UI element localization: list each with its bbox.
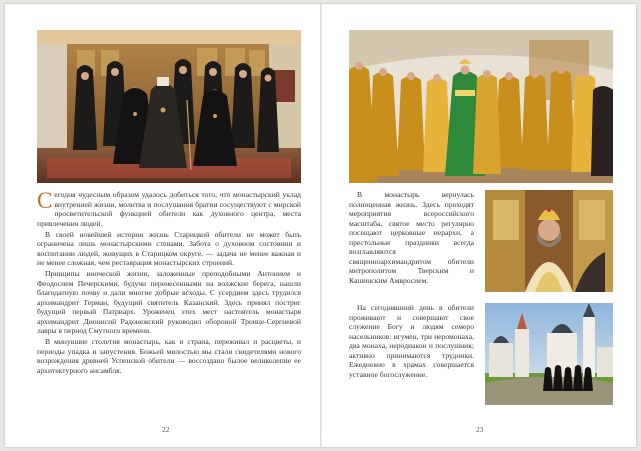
- paragraph: Принципы иноческой жизни, заложенные преподобными Антонием и Феодосием Печерскими, будучи перенесенными на волжские берега, нашли благодатную почву и дали многие добрые всходы. С усердием здесь трудился архимандрит Герман, будущий святитель Казанский. Здесь принял постриг будущий первый Патриарх. Уроженец этих мест настоятель монастыря архимандрит Дионисий Радонежский руководил обороной Троице-Сергиевой лавры в период Смутного времени.: [37, 269, 301, 335]
- left-page-text: [37, 190, 301, 377]
- page-number-left: 22: [162, 425, 170, 434]
- drop-cap: С: [37, 188, 53, 213]
- monastery-exterior-photo: [485, 303, 613, 405]
- liturgy-procession-photo: [349, 30, 613, 183]
- paragraph: На сегодняшний день в обители проживают и совершают свое служение Богу и людям семеро насельников: игумен, три иеромонаха, два монаха, неродиакон и послушник; активно принимаются трудники. Ежедневно в храмах совершается уставное богослужение.: [349, 303, 474, 379]
- right-page-text-1: [349, 190, 474, 287]
- paragraph: Сегодня чудесным образом удалось добиться того, что монастырский уклад внутренней жизни, молитва и послушания братии сосуществуют с мирской просветительской функцией обители как духовного центра, места привлечения людей.: [37, 188, 301, 228]
- right-page-text-2: [349, 303, 474, 381]
- book-gutter: [320, 4, 322, 447]
- paragraph: В монастырь вернулась полноценная жизнь. Здесь проходят мероприятия всероссийского масштаба, святое место регулярно посещают церковные иерархи, а престольные праздники всегда возглавляются священноархимандритом обители митрополитом Тверским и Кашинским Амвросием.: [349, 190, 474, 285]
- book-spread: [5, 4, 636, 447]
- page-number-right: 23: [476, 425, 484, 434]
- paragraph: В своей новейшей истории жизнь Старицкой обители не может быть ограничена лишь монастырскими стенами. Забота о духовном состоянии и воспитании людей, живущих в Старицком округе, — задача не менее важная и не менее сложная, чем реставрация монастырских строений.: [37, 229, 301, 267]
- bishop-portrait-photo: [485, 190, 613, 292]
- monks-group-photo: [37, 30, 301, 183]
- paragraph: В минувшие столетия монастырь, как и страна, переживал и расцветы, и периоды упадка и запустения. Божьей милостью мы стали свидетелями нового возрождения древней Успенской обители — воссоздано былое великолепие ее архитектурного ансамбля.: [37, 337, 301, 375]
